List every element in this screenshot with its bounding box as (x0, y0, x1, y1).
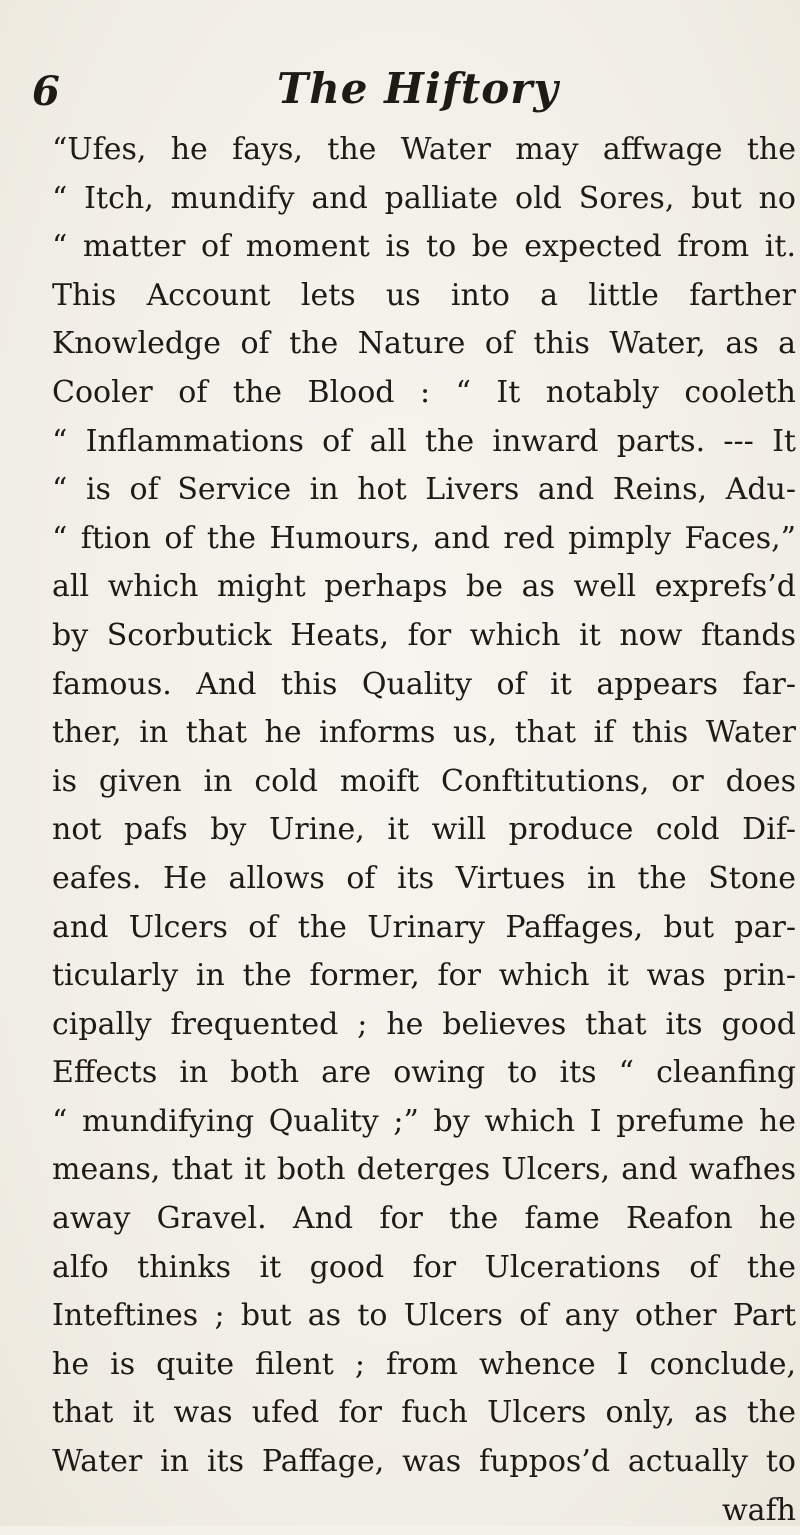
text-line: and Ulcers of the Urinary Paffages, but par- (52, 909, 796, 945)
catchword: wafh (722, 1492, 796, 1528)
text-line: “ Inflammations of all the inward parts. --- It (52, 423, 796, 459)
text-line: Knowledge of the Nature of this Water, as a (52, 326, 796, 362)
text-line: Cooler of the Blood : “ It notably cooleth (52, 374, 796, 410)
text-line: “ ftion of the Humours, and red pimply Faces,” (52, 520, 796, 556)
text-line: ther, in that he informs us, that if this Water (52, 715, 796, 751)
text-line: cipally frequented ; he believes that its good (52, 1006, 796, 1042)
running-title: The Hiftory (277, 64, 559, 113)
body-text (52, 126, 796, 1535)
text-line: Inteftines ; but as to Ulcers of any other Part (52, 1298, 796, 1334)
page-header (32, 58, 592, 118)
text-line: “ Itch, mundify and palliate old Sores, but no (52, 180, 796, 216)
text-line: that it was ufed for fuch Ulcers only, as the (52, 1395, 796, 1431)
text-line: Water in its Paffage, was fuppos’d actually to (52, 1444, 796, 1480)
text-line: famous. And this Quality of it appears far- (52, 666, 796, 702)
page-number: 6 (32, 68, 60, 115)
text-line: away Gravel. And for the fame Reafon he (52, 1201, 796, 1237)
text-line: “ mundifying Quality ;” by which I prefume he (52, 1103, 796, 1139)
text-line: Effects in both are owing to its “ cleanfing (52, 1055, 796, 1091)
text-line: ticularly in the former, for which it was prin- (52, 958, 796, 994)
text-line: “ is of Service in hot Livers and Reins, Adu- (52, 472, 796, 508)
text-line: he is quite filent ; from whence I conclude, (52, 1346, 796, 1382)
text-line: not pafs by Urine, it will produce cold Dif- (52, 812, 796, 848)
text-line: alfo thinks it good for Ulcerations of the (52, 1249, 796, 1285)
text-line: eafes. He allows of its Virtues in the Stone (52, 860, 796, 896)
text-line: means, that it both deterges Ulcers, and wafhes (52, 1152, 796, 1188)
text-line: all which might perhaps be as well exprefs’d (52, 569, 796, 605)
text-line: “ matter of moment is to be expected from it. (52, 229, 796, 265)
text-line: is given in cold moift Conftitutions, or does (52, 763, 796, 799)
text-line: by Scorbutick Heats, for which it now ftands (52, 617, 796, 653)
text-line: This Account lets us into a little farther (52, 277, 796, 313)
text-line: “Ufes, he fays, the Water may affwage the (52, 132, 796, 167)
